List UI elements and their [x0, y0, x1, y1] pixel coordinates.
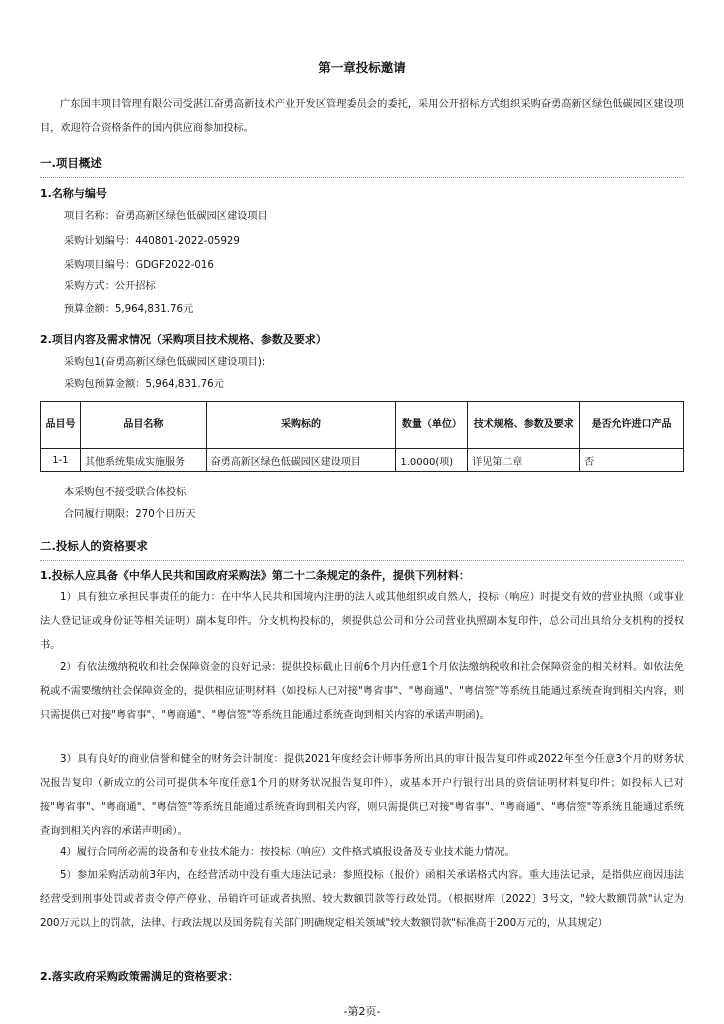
- header-item-no: 品目号: [41, 402, 81, 449]
- cell-subject: 奋勇高新区绿色低碳园区建设项目: [206, 449, 396, 472]
- requirement-item-2: 2）有依法缴纳税收和社会保障资金的良好记录：提供投标截止日前6个月内任意1个月依法缴纳税收和社会保障资金的相关材料。如依法免税或不需要缴纳社会保障资金的，提供相应证明材料（如投标人已对接"粤省事"、"粤商通"、"粤信签"等系统且能通过系统查询到相关内容，则只需提供已对接"粤省事"、"粤商通"、"粤信签"等系统且能通过系统查询到相关内容的承诺声明函)。: [40, 662, 684, 721]
- project-name: 项目名称：奋勇高新区绿色低碳园区建设项目: [64, 211, 268, 222]
- budget-amount: 预算金额：5,964,831.76元: [64, 304, 194, 315]
- plan-number: 采购计划编号：440801-2022-05929: [64, 236, 240, 247]
- section-heading-overview: 一.项目概述: [40, 156, 102, 170]
- subheading-policy-requirements: 2.落实政府采购政策需满足的资格要求：: [40, 970, 239, 983]
- subheading-law-conditions: 1.投标人应具备《中华人民共和国政府采购法》第二十二条规定的条件，提供下列材料：: [40, 569, 470, 582]
- contract-period: 合同履行期限：270个日历天: [64, 509, 196, 520]
- subheading-name-number: 1.名称与编号: [40, 187, 107, 200]
- project-number: 采购项目编号：GDGF2022-016: [64, 260, 214, 271]
- header-item-name: 品目名称: [80, 402, 206, 449]
- cell-item-no: 1-1: [41, 449, 81, 472]
- package-name: 采购包1(奋勇高新区绿色低碳园区建设项目):: [64, 357, 266, 368]
- cell-spec: 详见第二章: [468, 449, 580, 472]
- cell-import: 否: [580, 449, 684, 472]
- section-heading-qualification: 二.投标人的资格要求: [40, 539, 148, 553]
- header-quantity: 数量（单位）: [396, 402, 468, 449]
- requirement-item-4: 4）履行合同所必需的设备和专业技术能力：按投标（响应）文件格式填报设备及专业技术能力情况。: [60, 847, 515, 858]
- header-import: 是否允许进口产品: [580, 402, 684, 449]
- requirement-item-1: 1）具有独立承担民事责任的能力：在中华人民共和国境内注册的法人或其他组织或自然人，投标（响应）时提交有效的营业执照（或事业法人登记证或身份证等相关证明）副本复印件。分支机构投标的，须提供总公司和分公司营业执照副本复印件，总公司出具给分支机构的授权书。: [40, 592, 684, 651]
- requirement-item-5: 5）参加采购活动前3年内，在经营活动中没有重大违法记录：参照投标（报价）函相关承诺格式内容。重大违法记录，是指供应商因违法经营受到刑事处罚或者责令停产停业、吊销许可证或者执照、较大数额罚款等行政处罚。（根据财库〔2022〕3号文，"较大数额罚款"认定为200万元以上的罚款，法律、行政法规以及国务院有关部门明确规定相关领域"较大数额罚款"标准高于200万元的，从其规定）: [40, 870, 684, 929]
- no-joint-bid-note: 本采购包不接受联合体投标: [64, 487, 187, 498]
- procurement-method: 采购方式：公开招标: [64, 281, 156, 292]
- cell-item-name: 其他系统集成实施服务: [80, 449, 206, 472]
- header-subject: 采购标的: [206, 402, 396, 449]
- subheading-requirements: 2.项目内容及需求情况（采购项目技术规格、参数及要求）: [40, 333, 327, 346]
- intro-paragraph: 广东国丰项目管理有限公司受湛江奋勇高新技术产业开发区管理委员会的委托，采用公开招标方式组织采购奋勇高新区绿色低碳园区建设项目，欢迎符合资格条件的国内供应商参加投标。: [40, 99, 684, 134]
- divider: [40, 177, 684, 178]
- cell-quantity: 1.0000(项): [396, 449, 468, 472]
- page-title: 第一章投标邀请: [318, 60, 406, 75]
- header-spec: 技术规格、参数及要求: [468, 402, 580, 449]
- table-row: [41, 449, 684, 472]
- items-table: [40, 401, 684, 472]
- table-header-row: [41, 402, 684, 449]
- divider: [40, 560, 684, 561]
- requirement-item-3: 3）具有良好的商业信誉和健全的财务会计制度：提供2021年度经会计师事务所出具的审计报告复印件或2022年至今任意3个月的财务状况报告复印（新成立的公司可提供本年度任意1个月的财务状况报告复印件），或基本开户行银行出具的资信证明材料复印件；如投标人已对接"粤省事"、"粤商通"、"粤信签"等系统且能通过系统查询到相关内容，则只需提供已对接"粤省事"、"粤商通"、"粤信签"等系统且能通过系统查询到相关内容的承诺声明函）。: [40, 754, 684, 837]
- page-number: -第2页-: [343, 1005, 381, 1018]
- package-budget: 采购包预算金额：5,964,831.76元: [64, 379, 224, 390]
